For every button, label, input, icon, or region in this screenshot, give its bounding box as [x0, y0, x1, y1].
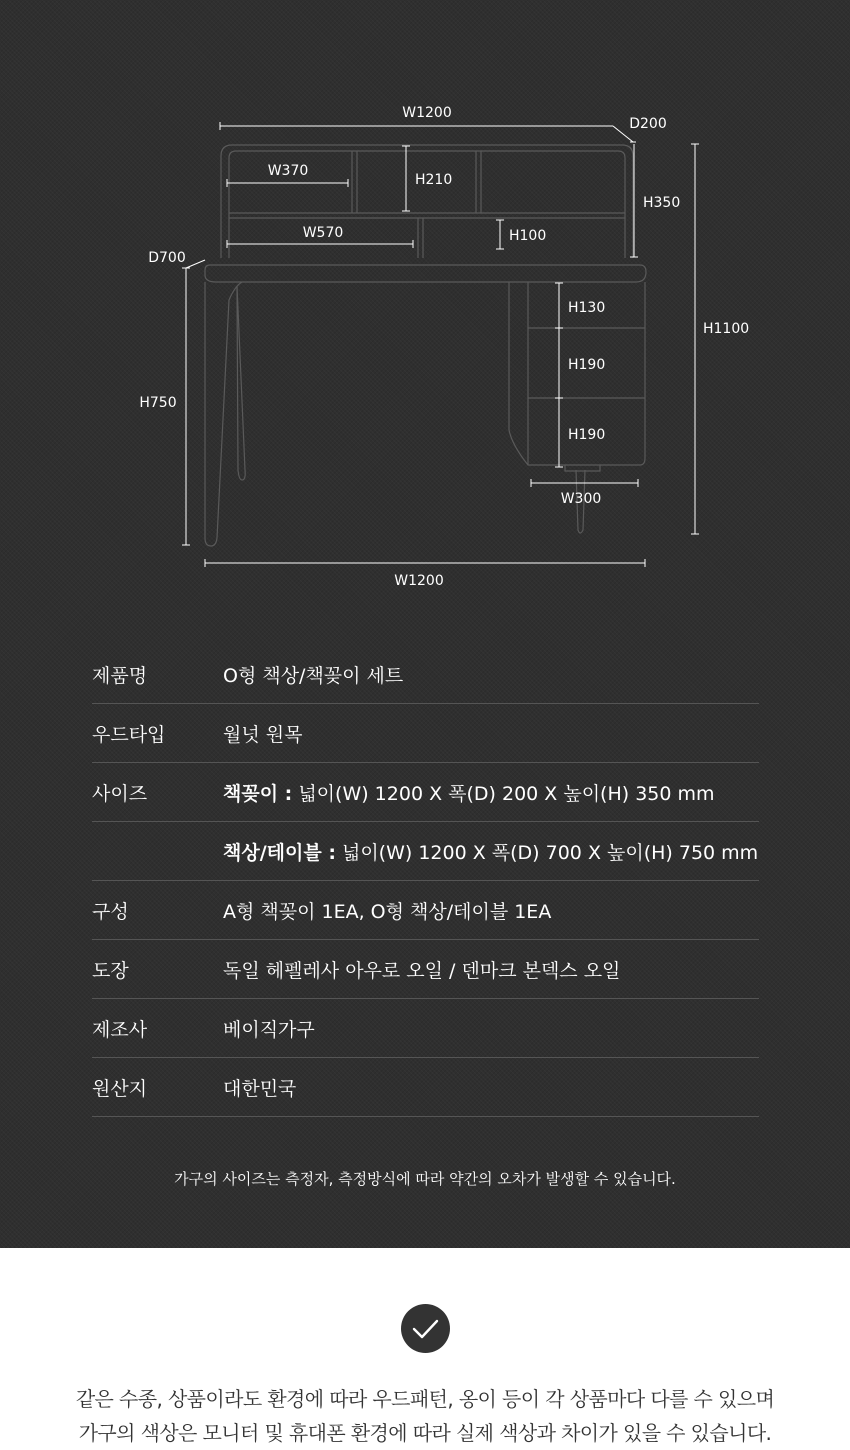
label-drawer1-height: H130	[568, 300, 606, 316]
spec-row-size-desk	[92, 822, 759, 881]
spec-row-wood-type	[92, 704, 759, 763]
spec-value: O형 책상/책꽂이 세트	[223, 664, 404, 687]
spec-key: 사이즈	[92, 782, 148, 805]
label-lower-shelf-width: W570	[302, 225, 344, 241]
spec-key: 구성	[92, 900, 129, 923]
disclaimer-text	[0, 1382, 850, 1450]
disclaimer-line-2: 가구의 색상은 모니터 및 휴대폰 환경에 따라 실제 색상과 차이가 있을 수 있습니다.	[78, 1421, 772, 1445]
label-desk-width: W1200	[394, 573, 444, 589]
disclaimer-line-1: 같은 수종, 상품이라도 환경에 따라 우드패턴, 옹이 등이 각 상품마다 다를 수 있으며	[75, 1387, 775, 1411]
spec-value: 대한민국	[223, 1077, 297, 1100]
spec-value: 책상/테이블 : 넓이(W) 1200 X 폭(D) 700 X 높이(H) 750 mm	[223, 841, 759, 864]
spec-table	[92, 645, 759, 1117]
desk-dimension-diagram	[0, 0, 850, 620]
spec-row-origin	[92, 1058, 759, 1117]
label-desk-depth: D700	[148, 250, 186, 266]
spec-key: 제조사	[92, 1018, 148, 1041]
spec-key: 우드타입	[92, 723, 166, 746]
label-drawer-width: W300	[560, 491, 602, 507]
spec-value: 독일 헤펠레사 아우로 오일 / 덴마크 본덱스 오일	[223, 959, 621, 982]
spec-value: 책꽂이 : 넓이(W) 1200 X 폭(D) 200 X 높이(H) 350 mm	[223, 782, 715, 805]
label-shelf-depth: D200	[629, 116, 667, 132]
label-lower-shelf-height: H100	[509, 228, 547, 244]
spec-row-size-bookshelf	[92, 763, 759, 822]
spec-value: 베이직가구	[223, 1018, 315, 1041]
label-cubby-height: H210	[415, 172, 453, 188]
label-shelf-height: H350	[643, 195, 681, 211]
desk-left-leg	[205, 282, 242, 546]
check-circle-icon	[401, 1304, 450, 1353]
spec-value: 월넛 원목	[223, 723, 303, 746]
label-desk-height: H750	[139, 395, 177, 411]
spec-row-product-name	[92, 645, 759, 704]
label-drawer2-height: H190	[568, 357, 606, 373]
label-top-width: W1200	[402, 105, 452, 121]
desk-top-outline	[205, 265, 646, 282]
size-notice: 가구의 사이즈는 측정자, 측정방식에 따라 약간의 오차가 발생할 수 있습니다.	[174, 1170, 676, 1188]
label-total-height: H1100	[703, 321, 750, 337]
spec-key: 제품명	[92, 664, 148, 687]
label-drawer3-height: H190	[568, 427, 606, 443]
spec-key: 원산지	[92, 1077, 148, 1100]
label-cubby-width: W370	[267, 163, 309, 179]
spec-row-finish	[92, 940, 759, 999]
spec-row-composition	[92, 881, 759, 940]
spec-row-manufacturer	[92, 999, 759, 1058]
spec-value: A형 책꽂이 1EA, O형 책상/테이블 1EA	[223, 900, 552, 923]
spec-key: 도장	[92, 959, 129, 982]
bookshelf-outline	[221, 145, 633, 258]
